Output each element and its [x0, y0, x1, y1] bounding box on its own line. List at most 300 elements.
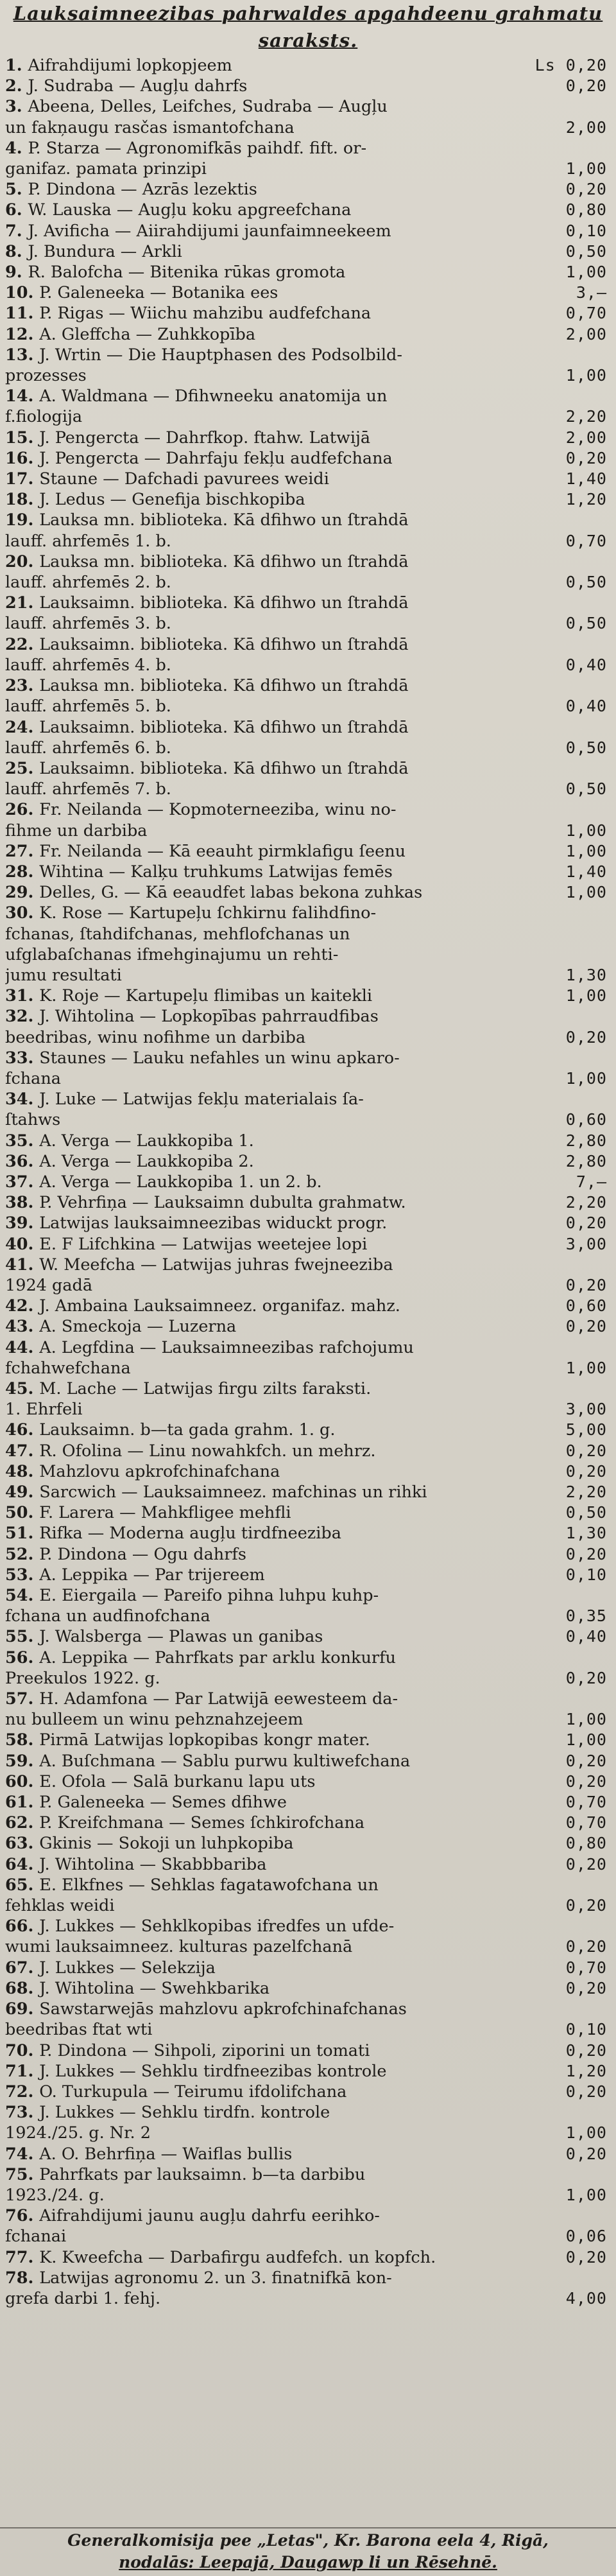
list-item-title: J. Wihtolina — Swehkbarika: [39, 1978, 270, 1998]
list-item-price: 0,10: [565, 1565, 607, 1584]
list-item-price: 3,—: [576, 283, 607, 302]
list-item-number: 71.: [5, 2061, 40, 2081]
list-item-price: 2,20: [565, 1193, 607, 1212]
list-item-number: 49.: [5, 1483, 40, 1502]
list-item-price: 1,00: [565, 821, 607, 840]
list-item-number: 11.: [5, 304, 40, 324]
list-item-title: E. Eiergaila — Pareifo pihna luhpu kuhp- fchana un audfinofchana: [5, 1586, 379, 1626]
list-item-text: [5, 1151, 512, 1172]
list-item: [0, 2082, 616, 2102]
list-item-number: 70.: [5, 2041, 40, 2060]
list-item-text: [5, 1172, 512, 1192]
list-item-number: 44.: [5, 1337, 40, 1357]
list-item-price: 1,20: [565, 490, 607, 509]
list-item-price: 0,20: [565, 1854, 607, 1874]
list-item-price: 0,70: [565, 1813, 607, 1832]
list-item-number: 1.: [5, 56, 28, 75]
list-item-title: P. Rigas — Wiichu mahzibu audfefchana: [39, 304, 372, 324]
list-item-text: [5, 841, 512, 862]
list-item-text: [5, 1255, 512, 1296]
list-item-text: [5, 2164, 512, 2206]
list-item-number: 73.: [5, 2103, 40, 2123]
list-item-price: 3,00: [565, 1234, 607, 1253]
list-item: [0, 1006, 616, 1047]
list-item-price: 0,60: [565, 1110, 607, 1129]
list-item-title: Lauksa mn. biblioteka. Kā dfihwo un ſtrahdā lauff. ahrfemēs 1. b.: [5, 510, 409, 551]
list-item: [0, 2164, 616, 2206]
list-item-text: [5, 882, 512, 903]
list-item-number: 26.: [5, 800, 40, 820]
list-item-number: 56.: [5, 1648, 40, 1667]
list-item-number: 60.: [5, 1771, 40, 1791]
list-item-price: 1,40: [565, 469, 607, 489]
list-item: [0, 303, 616, 324]
list-item-text: [5, 2082, 512, 2102]
list-item-title: F. Larera — Mahkfligee mehfli: [39, 1503, 291, 1523]
list-item-text: [5, 1813, 512, 1833]
list-item-number: 22.: [5, 634, 40, 654]
list-item-title: Sawstarwejās mahzlovu apkrofchinafchanas beedribas ftat wti: [5, 1999, 407, 2040]
list-item: [0, 489, 616, 510]
list-item-price: 0,20: [565, 1214, 607, 1233]
list-item: [0, 1213, 616, 1233]
list-item-text: [5, 675, 512, 717]
list-item-title: P. Galeneeka — Semes dfihwe: [39, 1793, 287, 1813]
list-item-title: R. Balofcha — Bitenika rūkas gromota: [28, 263, 346, 283]
list-item-text: [5, 1565, 512, 1585]
list-item-text: [5, 386, 512, 427]
list-item-price: 1,00: [565, 1358, 607, 1377]
list-item-number: 61.: [5, 1793, 40, 1813]
list-item: [0, 2144, 616, 2164]
list-item-title: Lauksa mn. biblioteka. Kā dfihwo un ſtrahdā lauff. ahrfemēs 5. b.: [5, 676, 409, 717]
list-item-title: Pahrfkats par lauksaimn. b—ta darbibu 1923./24. g.: [5, 2164, 366, 2205]
list-item: [0, 2206, 616, 2247]
list-item-price: 0,20: [565, 1441, 607, 1460]
list-item-price: 0,40: [565, 1627, 607, 1646]
list-item-price: 1,00: [565, 159, 607, 178]
list-item: [0, 179, 616, 200]
list-item-number: 7.: [5, 221, 28, 241]
list-item: [0, 1565, 616, 1585]
page-title: Lauksaimneezibas pahrwaldes apgahdeenu grahmatu saraksts.: [13, 3, 603, 51]
list-item: [0, 758, 616, 799]
list-item-title: K. Kweefcha — Darbafirgu audfefch. un kopfch.: [39, 2247, 436, 2267]
list-item-number: 40.: [5, 1234, 40, 1254]
list-item: [0, 2041, 616, 2061]
list-item-number: 29.: [5, 883, 40, 903]
list-item-title: A. Verga — Laukkopiba 1.: [39, 1131, 254, 1151]
list-item-price: Ls 0,20: [535, 56, 607, 74]
list-item-price: 2,80: [565, 1131, 607, 1150]
list-item-price: 0,20: [565, 1896, 607, 1915]
list-item: [0, 986, 616, 1006]
list-item-text: [5, 428, 512, 448]
list-item-title: E. Elkfnes — Sehklas fagatawofchana un fehklas weidi: [5, 1875, 379, 1916]
list-item-number: 58.: [5, 1730, 40, 1750]
list-item: [0, 221, 616, 241]
list-item-number: 18.: [5, 490, 40, 510]
list-item-number: 2.: [5, 76, 28, 96]
list-item: [0, 1730, 616, 1750]
list-item-text: [5, 1420, 512, 1440]
list-item-text: [5, 1316, 512, 1337]
list-item-price: 0,50: [565, 1503, 607, 1522]
list-item: [0, 1461, 616, 1482]
list-item-title: W. Lauska — Augļu koku apgreefchana: [28, 200, 352, 220]
list-item-price: 1,30: [565, 1524, 607, 1543]
list-item-title: Lauksaimn. biblioteka. Kā dfihwo un ſtrahdā lauff. ahrfemēs 6. b.: [5, 717, 409, 758]
list-item-title: Lauksaimn. biblioteka. Kā dfihwo un ſtrahdā lauff. ahrfemēs 3. b.: [5, 593, 409, 634]
list-item-number: 15.: [5, 428, 40, 448]
list-item-price: 1,30: [565, 965, 607, 984]
list-item: [0, 1978, 616, 1999]
list-item-text: [5, 1461, 512, 1482]
list-item-text: [5, 758, 512, 799]
list-item-price: 0,70: [565, 304, 607, 323]
list-item-text: [5, 1192, 512, 1213]
list-item: [0, 675, 616, 717]
list-item-title: Lauksaimn. b—ta gada grahm. 1. g.: [39, 1420, 336, 1440]
list-item-text: [5, 986, 512, 1006]
list-item: [0, 882, 616, 903]
list-item-price: 0,20: [565, 1937, 607, 1956]
list-item: [0, 552, 616, 593]
list-item-price: 1,00: [565, 986, 607, 1005]
list-item-text: [5, 634, 512, 675]
list-item: [0, 1089, 616, 1130]
list-item-price: 0,20: [565, 2082, 607, 2101]
list-item-price: 0,80: [565, 1834, 607, 1853]
list-item-number: 54.: [5, 1586, 40, 1606]
list-item-title: E. Ofola — Salā burkanu lapu uts: [39, 1771, 316, 1791]
list-item-title: A. Smeckoja — Luzerna: [39, 1317, 237, 1337]
list-item-price: 4,00: [565, 2288, 607, 2308]
list-item-title: J. Wihtolina — Lopkopības pahrraudfibas beedribas, winu nofihme un darbiba: [5, 1007, 379, 1047]
list-item-number: 12.: [5, 324, 40, 344]
price-list: [0, 55, 616, 2309]
list-item-text: [5, 2247, 512, 2268]
list-item-price: 0,20: [565, 1461, 607, 1481]
list-item-price: 0,50: [565, 614, 607, 633]
list-item-number: 10.: [5, 283, 40, 303]
list-item-text: [5, 1958, 512, 1978]
list-item-text: [5, 1296, 512, 1316]
list-item-price: 1,20: [565, 2061, 607, 2080]
list-item-number: 23.: [5, 676, 40, 696]
list-item-number: 51.: [5, 1524, 40, 1544]
list-item-title: A. Gleffcha — Zuhkkopība: [39, 324, 256, 344]
list-item-price: 0,35: [565, 1606, 607, 1626]
list-item-number: 52.: [5, 1544, 40, 1564]
list-item-number: 27.: [5, 841, 40, 861]
list-item-number: 24.: [5, 717, 40, 737]
list-item: [0, 76, 616, 96]
list-item: [0, 1648, 616, 1689]
list-item-text: [5, 2268, 512, 2309]
list-item: [0, 1916, 616, 1957]
list-item-title: Lauksaimn. biblioteka. Kā dfihwo un ſtrahdā lauff. ahrfemēs 4. b.: [5, 634, 409, 675]
list-item-price: 0,70: [565, 1793, 607, 1812]
list-item-number: 3.: [5, 97, 28, 117]
list-item-title: O. Turkupula — Teirumu ifdolifchana: [39, 2082, 347, 2102]
list-item-text: [5, 1131, 512, 1151]
list-item-title: J. Lukkes — Sehklu tirdfneezibas kontrole: [39, 2061, 387, 2081]
list-item-number: 21.: [5, 593, 40, 613]
list-item-text: [5, 241, 512, 262]
list-item-title: Latwijas agronomu 2. un 3. finatnifkā kon- grefa darbi 1. fehj.: [5, 2268, 392, 2308]
list-item-text: [5, 593, 512, 634]
list-item: [0, 1296, 616, 1316]
list-item-price: 1,40: [565, 862, 607, 881]
footer-divider: [0, 2527, 616, 2528]
list-item-text: [5, 1730, 512, 1750]
list-item-title: Aifrahdijumi lopkopjeem: [28, 56, 232, 75]
list-item-text: [5, 1523, 512, 1544]
list-item-text: [5, 1648, 512, 1689]
list-item-title: Latwijas lauksaimneezibas widuckt progr.: [39, 1214, 388, 1233]
list-item: [0, 1192, 616, 1213]
list-item-number: 19.: [5, 510, 40, 530]
list-item-number: 39.: [5, 1214, 40, 1233]
list-item-number: 76.: [5, 2206, 40, 2226]
list-item-text: [5, 2144, 512, 2164]
list-item-title: P. Dindona — Azrās lezektis: [28, 180, 257, 200]
list-item-price: 1,00: [565, 883, 607, 902]
footer: [0, 2530, 616, 2576]
list-item-text: [5, 2041, 512, 2061]
list-item-text: [5, 283, 512, 303]
list-item-price: 0,50: [565, 738, 607, 757]
list-item: [0, 345, 616, 386]
list-item-text: [5, 1089, 512, 1130]
list-item-text: [5, 903, 512, 986]
list-item-number: 5.: [5, 180, 28, 200]
list-item: [0, 1833, 616, 1854]
list-item-number: 47.: [5, 1441, 40, 1461]
list-item: [0, 1151, 616, 1172]
list-item: [0, 1234, 616, 1255]
list-item-price: 0,50: [565, 241, 607, 261]
footer-line-1: Generalkomisija pee „Letas", Kr. Barona eela 4, Rigā,: [67, 2531, 549, 2550]
list-item-title: J. Wihtolina — Skabbbariba: [39, 1854, 267, 1874]
list-item-text: [5, 799, 512, 840]
list-item-title: J. Lukkes — Selekzija: [39, 1958, 216, 1978]
list-item-title: P. Dindona — Sihpoli, ziporini un tomati: [39, 2041, 370, 2060]
list-item-number: 32.: [5, 1007, 40, 1027]
list-item-number: 20.: [5, 552, 40, 571]
list-item-price: 0,20: [565, 1544, 607, 1563]
list-item-price: 0,20: [565, 1317, 607, 1336]
list-item: [0, 841, 616, 862]
list-item: [0, 2102, 616, 2143]
list-item-number: 64.: [5, 1854, 40, 1874]
list-item-number: 50.: [5, 1503, 40, 1523]
list-item-number: 6.: [5, 200, 28, 220]
list-item-text: [5, 1689, 512, 1730]
list-item: [0, 1585, 616, 1626]
list-item-title: A. Buſchmana — Sablu purwu kultiwefchana: [39, 1751, 411, 1771]
list-item-number: 30.: [5, 903, 40, 923]
list-item: [0, 1255, 616, 1296]
list-item-price: 0,50: [565, 779, 607, 799]
list-item-price: 0,20: [565, 2041, 607, 2060]
list-item-price: 0,80: [565, 200, 607, 220]
list-item-title: A. O. Behrfiņa — Waiflas bullis: [39, 2144, 293, 2164]
list-item-text: [5, 489, 512, 510]
list-item-title: Lauksaimn. biblioteka. Kā dfihwo un ſtrahdā lauff. ahrfemēs 7. b.: [5, 758, 409, 799]
list-item-title: J. Sudraba — Augļu dahrfs: [28, 76, 248, 96]
list-item-text: [5, 324, 512, 345]
list-item: [0, 1626, 616, 1647]
list-item-price: 0,50: [565, 573, 607, 592]
list-item: [0, 1337, 616, 1379]
list-item-title: J. Ledus — Genefija bischkopiba: [39, 490, 305, 510]
list-item: [0, 1420, 616, 1440]
list-item-price: 1,00: [565, 841, 607, 860]
list-item-number: 48.: [5, 1461, 40, 1481]
list-item: [0, 593, 616, 634]
list-item: [0, 1172, 616, 1192]
list-item-text: [5, 1978, 512, 1999]
list-item-title: Lauksa mn. biblioteka. Kā dfihwo un ſtrahdā lauff. ahrfemēs 2. b.: [5, 552, 409, 593]
list-item-title: P. Dindona — Ogu dahrfs: [39, 1544, 246, 1564]
list-item-number: 53.: [5, 1565, 40, 1585]
list-item-price: 2,20: [565, 407, 607, 426]
list-item-price: 0,20: [565, 1771, 607, 1791]
list-item-number: 36.: [5, 1151, 40, 1171]
list-item-number: 57.: [5, 1689, 40, 1709]
list-item-number: 28.: [5, 862, 40, 882]
list-item-number: 14.: [5, 387, 40, 406]
list-item-price: 0,70: [565, 531, 607, 550]
list-item-price: 0,40: [565, 655, 607, 674]
list-item-number: 66.: [5, 1917, 40, 1936]
list-item-price: 0,20: [565, 2247, 607, 2267]
list-item-number: 67.: [5, 1958, 40, 1978]
list-item-text: [5, 1048, 512, 1089]
list-item-title: Wihtina — Kalķu truhkums Latwijas femēs: [39, 862, 393, 882]
list-item-price: 2,80: [565, 1151, 607, 1171]
list-item-text: [5, 1833, 512, 1854]
list-item-text: [5, 1482, 512, 1502]
list-item-text: [5, 221, 512, 241]
list-item-price: 0,20: [565, 1978, 607, 1997]
list-item-number: 34.: [5, 1090, 40, 1110]
list-item-number: 9.: [5, 263, 28, 283]
list-item-text: [5, 200, 512, 220]
list-item-title: P. Kreifchmana — Semes ſchkirofchana: [39, 1813, 365, 1833]
list-item-number: 46.: [5, 1420, 40, 1440]
list-item: [0, 1771, 616, 1792]
list-item-number: 69.: [5, 1999, 40, 2019]
list-item-price: 1,00: [565, 2123, 607, 2143]
list-item-title: Sarcwich — Lauksaimneez. mafchinas un rihki: [39, 1483, 427, 1502]
list-item-number: 42.: [5, 1296, 40, 1316]
list-item-number: 37.: [5, 1172, 40, 1192]
list-item-title: P. Vehrfiņa — Lauksaimn dubulta grahmatw.: [39, 1193, 406, 1213]
list-item-text: [5, 469, 512, 489]
list-item-price: 2,20: [565, 1483, 607, 1502]
list-item-price: 0,20: [565, 2144, 607, 2163]
list-item: [0, 2247, 616, 2268]
list-item-text: [5, 1875, 512, 1916]
list-item-number: 38.: [5, 1193, 40, 1213]
list-item-title: Pirmā Latwijas lopkopibas kongr mater.: [39, 1730, 370, 1750]
list-item-title: J. Ambaina Lauksaimneez. organifaz. mahz.: [39, 1296, 400, 1316]
list-item-title: Staune — Dafchadi pavurees weidi: [39, 469, 329, 489]
list-item-number: 41.: [5, 1255, 40, 1275]
list-item-number: 74.: [5, 2144, 40, 2164]
list-item-title: A. Leppika — Par trijereem: [39, 1565, 265, 1585]
list-item-number: 77.: [5, 2247, 40, 2267]
list-item-title: A. Waldmana — Dfihwneeku anatomija un f.fiologija: [5, 387, 388, 427]
list-item-title: Aifrahdijumi jaunu augļu dahrfu eerihko- fchanai: [5, 2206, 380, 2247]
list-item-text: [5, 262, 512, 283]
list-item: [0, 799, 616, 840]
list-item-price: 2,00: [565, 117, 607, 137]
list-item-price: 1,00: [565, 263, 607, 282]
list-item-title: J. Walsberga — Plawas un ganibas: [39, 1627, 323, 1647]
list-item-text: [5, 303, 512, 324]
list-item-text: [5, 510, 512, 551]
list-item-title: Staunes — Lauku nefahles un winu apkaro- fchana: [5, 1048, 400, 1088]
list-item: [0, 262, 616, 283]
list-item: [0, 1316, 616, 1337]
list-item-title: J. Lukkes — Sehklkopibas ifredfes un ufde- wumi lauksaimneez. kulturas pazelfchanā: [5, 1917, 395, 1957]
list-item-price: 1,00: [565, 1068, 607, 1088]
list-item-number: 17.: [5, 469, 40, 489]
list-item-number: 45.: [5, 1379, 40, 1398]
list-item: [0, 200, 616, 220]
list-item-text: [5, 1337, 512, 1379]
list-item-title: Gkinis — Sokoji un luhpkopiba: [39, 1834, 294, 1854]
list-item-text: [5, 1751, 512, 1771]
list-item-number: 72.: [5, 2082, 40, 2102]
list-item-number: 63.: [5, 1834, 40, 1854]
list-item: [0, 1854, 616, 1875]
list-item-text: [5, 2061, 512, 2082]
list-item-title: A. Verga — Laukkopiba 2.: [39, 1151, 254, 1171]
list-item: [0, 634, 616, 675]
list-item-price: 1,00: [565, 1710, 607, 1729]
list-item-text: [5, 1006, 512, 1047]
list-item-text: [5, 179, 512, 200]
list-item-price: 0,10: [565, 221, 607, 240]
list-item-text: [5, 1585, 512, 1626]
list-item-price: 3,00: [565, 1400, 607, 1419]
list-item: [0, 1958, 616, 1978]
list-item-title: E. F Lifchkina — Latwijas weetejee lopi: [39, 1234, 368, 1254]
list-item-price: 1,00: [565, 366, 607, 385]
list-item-text: [5, 1441, 512, 1461]
list-item-text: [5, 1626, 512, 1647]
list-item-price: 2,00: [565, 324, 607, 344]
list-item-price: 0,60: [565, 1296, 607, 1316]
list-item: [0, 1048, 616, 1089]
list-item-text: [5, 1379, 512, 1420]
list-item-price: 1,00: [565, 1730, 607, 1750]
list-item-title: A. Leppika — Pahrfkats par arklu konkurfu Preekulos 1922. g.: [5, 1648, 396, 1688]
list-item: [0, 1482, 616, 1502]
list-item: [0, 862, 616, 882]
list-item-text: [5, 448, 512, 469]
list-item: [0, 510, 616, 551]
list-item-number: 68.: [5, 1978, 40, 1998]
list-item-price: 5,00: [565, 1420, 607, 1440]
list-item-text: [5, 862, 512, 882]
list-item: [0, 1813, 616, 1833]
